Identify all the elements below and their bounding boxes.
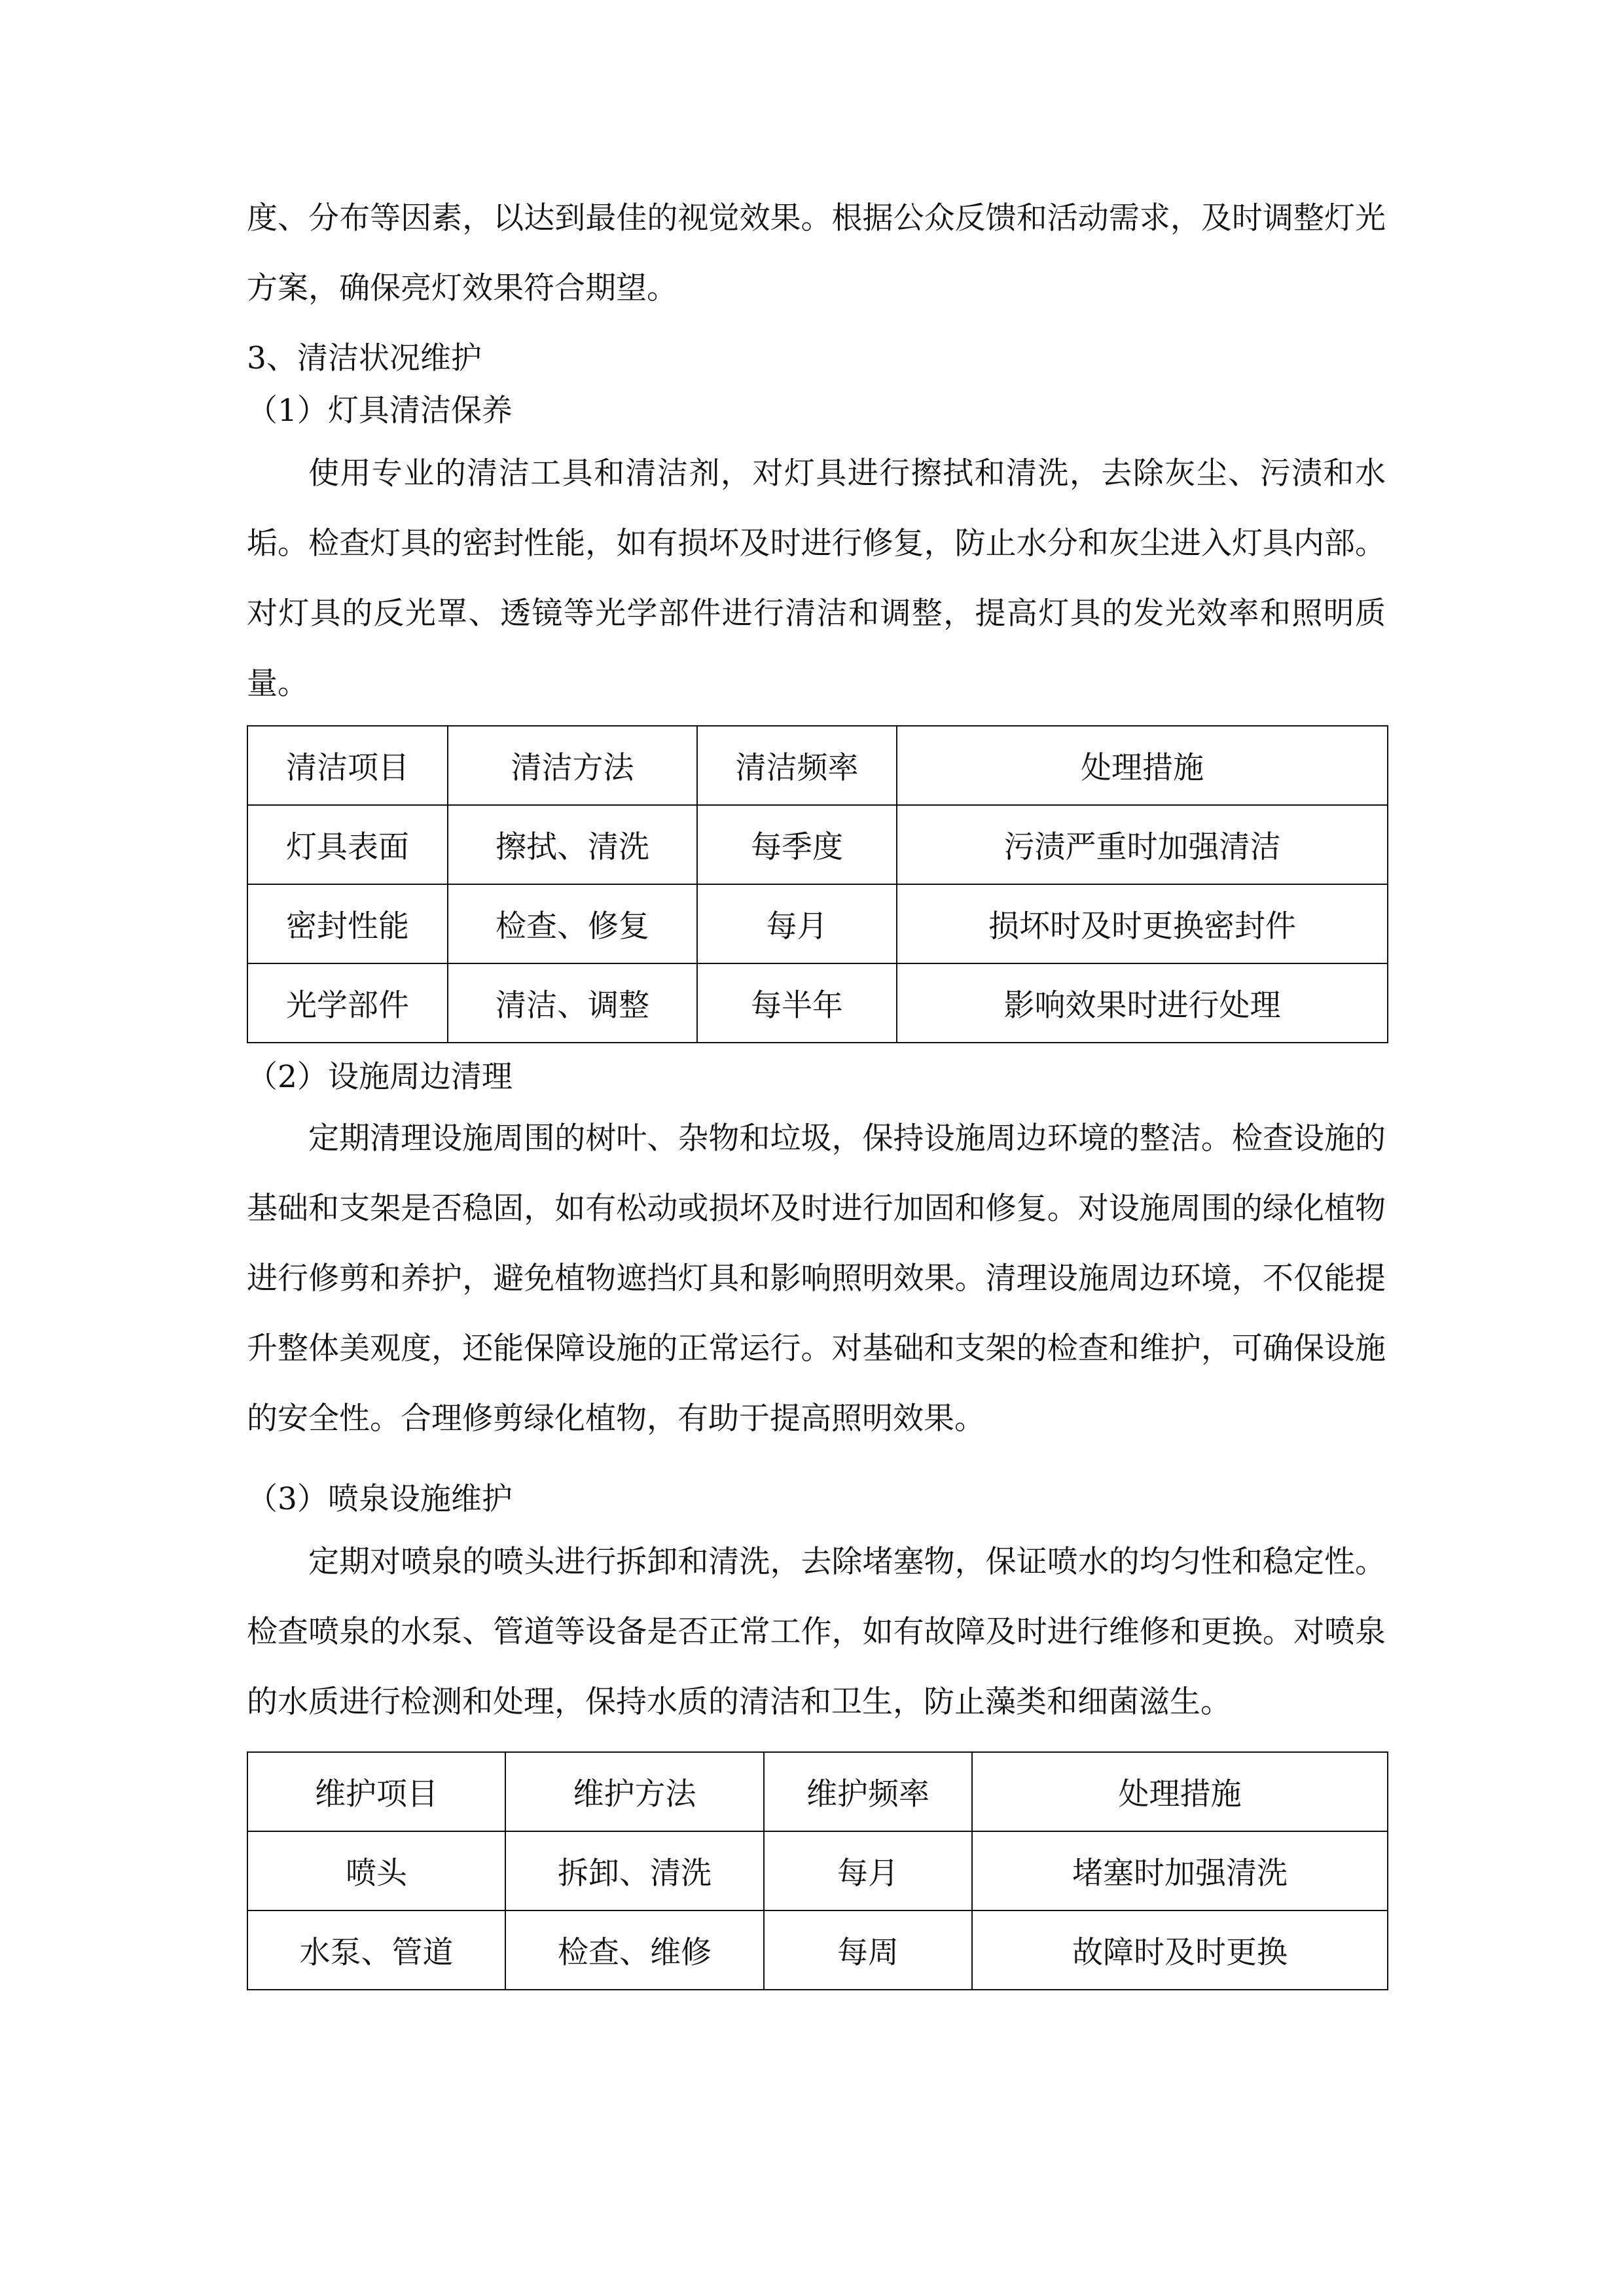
table-header-cell: 处理措施 [897,726,1388,805]
table-header-cell: 清洁方法 [448,726,697,805]
table-row [247,805,1388,884]
table-row [247,963,1388,1043]
table-row [247,1910,1388,1990]
section-3-title: 3、清洁状况维护 [247,340,482,376]
table-cell: 检查、修复 [448,884,697,963]
cleaning-table [247,725,1388,1043]
table-cell: 污渍严重时加强清洁 [897,805,1388,884]
table-cell: 堵塞时加强清洗 [972,1831,1388,1910]
table-header-cell: 维护方法 [505,1752,764,1831]
fountain-maintenance-table [247,1751,1388,1990]
table-cell: 密封性能 [247,884,448,963]
subsection-2-title: （2）设施周边清理 [247,1059,513,1095]
table-header-cell: 维护项目 [247,1752,505,1831]
table-cell: 每半年 [697,963,897,1043]
table-cell: 影响效果时进行处理 [897,963,1388,1043]
table-header-cell: 处理措施 [972,1752,1388,1831]
table-cell: 喷头 [247,1831,505,1910]
table-header-cell: 清洁项目 [247,726,448,805]
spacer [247,1454,1386,1473]
table-cell: 灯具表面 [247,805,448,884]
subsection-2-paragraph: 定期清理设施周围的树叶、杂物和垃圾，保持设施周边环境的整洁。检查设施的基础和支架是否稳固，如有松动或损坏及时进行加固和修复。对设施周围的绿化植物进行修剪和养护，避免植物遮挡灯具和影响照明效果。清理设施周边环境，不仅能提升整体美观度，还能保障设施的正常运行。对基础和支架的检查和维护，可确保设施的安全性。合理修剪绿化植物，有助于提高照明效果。 [247,1121,1386,1437]
table-cell: 每月 [764,1831,972,1910]
table-cell: 拆卸、清洗 [505,1831,764,1910]
table-cell: 损坏时及时更换密封件 [897,884,1388,963]
table-cell: 水泵、管道 [247,1910,505,1990]
table-cell: 光学部件 [247,963,448,1043]
table-header-cell: 清洁频率 [697,726,897,805]
table-header-cell: 维护频率 [764,1752,972,1831]
table-cell: 每周 [764,1910,972,1990]
subsection-3-paragraph: 定期对喷泉的喷头进行拆卸和清洗，去除堵塞物，保证喷水的均匀性和稳定性。检查喷泉的水泵、管道等设备是否正常工作，如有故障及时进行维修和更换。对喷泉的水质进行检测和处理，保持水质的清洁和卫生，防止藻类和细菌滋生。 [247,1544,1386,1720]
intro-paragraph: 度、分布等因素，以达到最佳的视觉效果。根据公众反馈和活动需求，及时调整灯光方案，确保亮灯效果符合期望。 [247,200,1386,306]
subsection-1-title: （1）灯具清洁保养 [247,393,513,429]
spacer [247,323,1386,332]
spacer [247,1737,1386,1751]
table-cell: 检查、维修 [505,1910,764,1990]
table-header-row [247,1752,1388,1831]
table-cell: 擦拭、清洗 [448,805,697,884]
table-cell: 每季度 [697,805,897,884]
table-row [247,1831,1388,1910]
subsection-3-title: （3）喷泉设施维护 [247,1481,513,1517]
table-header-row [247,726,1388,805]
document-page [247,183,1386,1990]
spacer [247,719,1386,725]
subsection-1-paragraph: 使用专业的清洁工具和清洁剂，对灯具进行擦拭和清洗，去除灰尘、污渍和水垢。检查灯具的密封性能，如有损坏及时进行修复，防止水分和灰尘进入灯具内部。对灯具的反光罩、透镜等光学部件进行清洁和调整，提高灯具的发光效率和照明质量。 [247,456,1386,702]
table-cell: 每月 [697,884,897,963]
table-cell: 清洁、调整 [448,963,697,1043]
table-cell: 故障时及时更换 [972,1910,1388,1990]
table-row [247,884,1388,963]
